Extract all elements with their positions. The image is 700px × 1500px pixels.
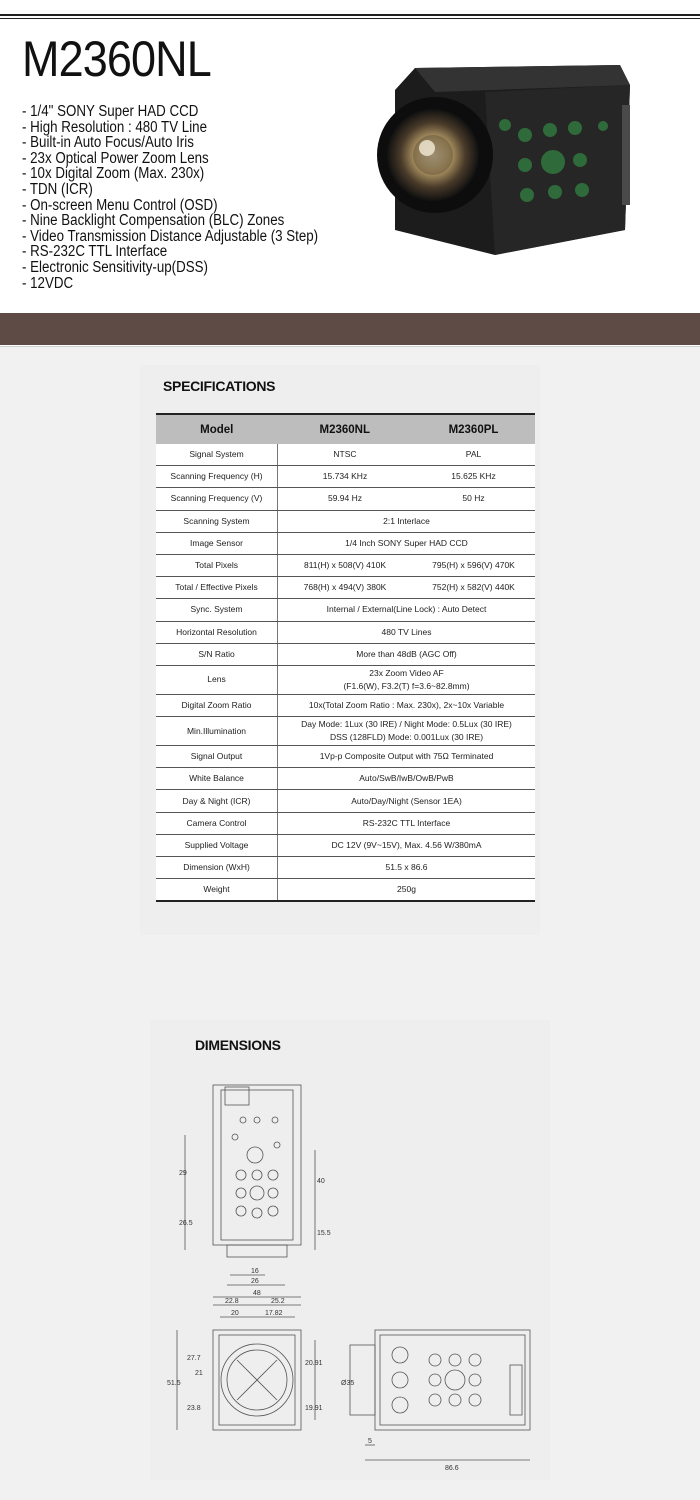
cell-value: 15.625 KHz <box>412 466 535 488</box>
row-label: Total Pixels <box>156 554 278 576</box>
col-m2360pl: M2360PL <box>412 414 535 444</box>
row-label: Dimension (WxH) <box>156 857 278 879</box>
table-row <box>156 554 535 576</box>
row-label: Horizontal Resolution <box>156 621 278 643</box>
cell-value: 10x(Total Zoom Ratio : Max. 230x), 2x~10x Variable <box>278 694 536 716</box>
row-label: Signal System <box>156 444 278 466</box>
row-label: Total / Effective Pixels <box>156 577 278 599</box>
row-label: Sync. System <box>156 599 278 621</box>
dim-label: 29 <box>179 1170 187 1177</box>
side-view-drawing <box>350 1330 530 1460</box>
feature-item: - TDN (ICR) <box>22 180 93 198</box>
row-label: Image Sensor <box>156 532 278 554</box>
dim-label: 20.91 <box>305 1360 323 1367</box>
table-row <box>156 621 535 643</box>
cell-value: 250g <box>278 879 536 902</box>
feature-item: - 10x Digital Zoom (Max. 230x) <box>22 165 205 183</box>
table-row <box>156 834 535 856</box>
cell-value: 2:1 Interlace <box>278 510 536 532</box>
table-row <box>156 510 535 532</box>
table-row <box>156 488 535 510</box>
table-row <box>156 466 535 488</box>
row-label: White Balance <box>156 768 278 790</box>
specifications-heading: SPECIFICATIONS <box>163 378 276 394</box>
top-rule-thin <box>0 18 700 19</box>
cell-line: (F1.6(W), F3.2(T) f=3.6~82.8mm) <box>343 680 470 691</box>
top-rule <box>0 14 700 16</box>
table-row <box>156 790 535 812</box>
row-label: Weight <box>156 879 278 902</box>
feature-item: - Electronic Sensitivity-up(DSS) <box>22 258 208 276</box>
row-label: S/N Ratio <box>156 643 278 665</box>
row-label: Day & Night (ICR) <box>156 790 278 812</box>
row-label: Camera Control <box>156 812 278 834</box>
feature-item: - 12VDC <box>22 274 74 292</box>
cell-line: DSS (128FLD) Mode: 0.001Lux (30 IRE) <box>329 732 484 743</box>
table-row <box>156 746 535 768</box>
cell-value: PAL <box>412 444 535 466</box>
feature-item: - 1/4" SONY Super HAD CCD <box>22 103 199 120</box>
cell-value: Internal / External(Line Lock) : Auto Detect <box>278 599 536 621</box>
row-label: Scanning Frequency (V) <box>156 488 278 510</box>
dim-label: 17.82 <box>265 1310 283 1317</box>
page-title: M2360NL <box>22 31 211 87</box>
cell-value: 51.5 x 86.6 <box>278 857 536 879</box>
row-label: Min.Illumination <box>156 717 278 746</box>
cell-line: Day Mode: 1Lux (30 IRE) / Night Mode: 0.5Lux (30 IRE) <box>301 719 512 730</box>
dim-label: 48 <box>253 1290 261 1297</box>
table-row <box>156 857 535 879</box>
table-row <box>156 812 535 834</box>
dimension-drawing <box>165 1075 545 1475</box>
dim-label: Ø35 <box>341 1380 355 1387</box>
feature-list <box>22 104 366 291</box>
camera-module-image <box>375 30 675 300</box>
section-divider-band <box>0 313 700 345</box>
dim-label: 15.5 <box>317 1230 331 1237</box>
dim-label: 25.2 <box>271 1298 285 1305</box>
col-model: Model <box>156 414 278 444</box>
dim-label: 19.91 <box>305 1405 323 1412</box>
cell-value: More than 48dB (AGC Off) <box>278 643 536 665</box>
cell-value: 811(H) x 508(V) 410K <box>278 554 413 576</box>
spec-header-row <box>156 414 535 444</box>
cell-value: 1Vp-p Composite Output with 75Ω Terminated <box>278 746 536 768</box>
cell-value: 768(H) x 494(V) 380K <box>278 577 413 599</box>
dim-label: 22.8 <box>225 1298 239 1305</box>
feature-item: - Built-in Auto Focus/Auto Iris <box>22 134 194 152</box>
table-row <box>156 879 535 902</box>
cell-value: Auto/Day/Night (Sensor 1EA) <box>278 790 536 812</box>
feature-item: - High Resolution : 480 TV Line <box>22 118 208 136</box>
dim-label: 21 <box>195 1370 203 1377</box>
cell-value: Auto/SwB/IwB/OwB/PwB <box>278 768 536 790</box>
row-label: Scanning Frequency (H) <box>156 466 278 488</box>
cell-value: 480 TV Lines <box>278 621 536 643</box>
dim-label: 20 <box>231 1310 239 1317</box>
table-row <box>156 768 535 790</box>
table-row <box>156 444 535 466</box>
cell-value: 59.94 Hz <box>278 488 413 510</box>
cell-value: 15.734 KHz <box>278 466 413 488</box>
table-row <box>156 577 535 599</box>
table-row <box>156 694 535 716</box>
row-label: Scanning System <box>156 510 278 532</box>
row-label: Signal Output <box>156 746 278 768</box>
cell-value: NTSC <box>278 444 413 466</box>
cell-value: 795(H) x 596(V) 470K <box>412 554 535 576</box>
cell-value-multiline <box>278 665 536 694</box>
dim-label: 86.6 <box>445 1465 459 1472</box>
cell-value-multiline <box>278 717 536 746</box>
dim-label: 27.7 <box>187 1355 201 1362</box>
feature-item: - 23x Optical Power Zoom Lens <box>22 149 209 167</box>
row-label: Digital Zoom Ratio <box>156 694 278 716</box>
cell-value: 1/4 Inch SONY Super HAD CCD <box>278 532 536 554</box>
cell-value: 752(H) x 582(V) 440K <box>412 577 535 599</box>
table-row <box>156 643 535 665</box>
feature-item: - Nine Backlight Compensation (BLC) Zones <box>22 212 285 230</box>
dim-label: 26.5 <box>179 1220 193 1227</box>
dim-label: 51.5 <box>167 1380 181 1387</box>
table-row <box>156 599 535 621</box>
cell-value: RS-232C TTL Interface <box>278 812 536 834</box>
dim-label: 40 <box>317 1178 325 1185</box>
dim-label: 23.8 <box>187 1405 201 1412</box>
col-m2360nl: M2360NL <box>278 414 413 444</box>
dim-label: 16 <box>251 1268 259 1275</box>
cell-value: 50 Hz <box>412 488 535 510</box>
feature-item: - On-screen Menu Control (OSD) <box>22 196 218 214</box>
cell-value: DC 12V (9V~15V), Max. 4.56 W/380mA <box>278 834 536 856</box>
row-label: Supplied Voltage <box>156 834 278 856</box>
table-row <box>156 717 535 746</box>
row-label: Lens <box>156 665 278 694</box>
cell-line: 23x Zoom Video AF <box>369 667 444 678</box>
table-row <box>156 532 535 554</box>
table-row <box>156 665 535 694</box>
feature-item: - Video Transmission Distance Adjustable (3 Step) <box>22 227 319 245</box>
dimensions-heading: DIMENSIONS <box>195 1037 281 1053</box>
dim-label: 26 <box>251 1278 259 1285</box>
dim-label: 5 <box>368 1438 372 1445</box>
top-view-drawing <box>185 1085 315 1297</box>
spec-table <box>156 413 535 902</box>
feature-item: - RS-232C TTL Interface <box>22 243 168 261</box>
